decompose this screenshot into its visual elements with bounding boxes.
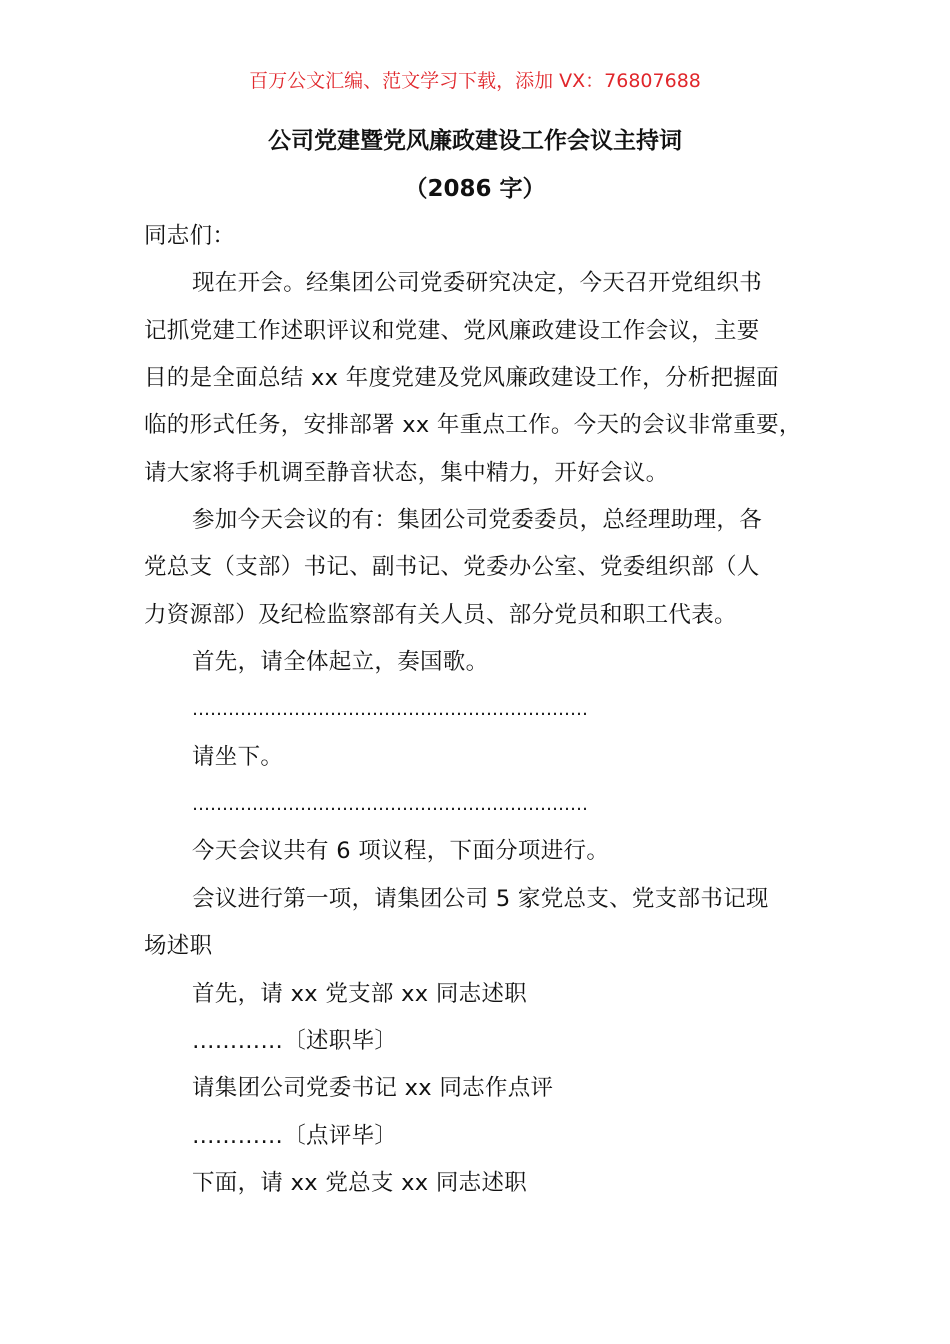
body-text-line: 目的是全面总结 xx 年度党建及党风廉政建设工作，分析把握面 — [144, 365, 779, 392]
body-text-line: 请大家将手机调至静音状态，集中精力，开好会议。 — [144, 459, 669, 486]
body-text-line: …………〔点评毕〕 — [192, 1122, 398, 1149]
body-text-line: 同志们： — [144, 223, 236, 249]
body-text-line: 下面，请 xx 党总支 xx 同志述职 — [192, 1169, 528, 1196]
dotted-separator: ………………………………………………………… — [192, 794, 588, 816]
body-text-line: 会议进行第一项，请集团公司 5 家党总支、党支部书记现 — [192, 885, 769, 912]
body-text-line: 力资源部）及纪检监察部有关人员、部分党员和职工代表。 — [144, 601, 737, 628]
body-text-line: 党总支（支部）书记、副书记、党委办公室、党委组织部（人 — [144, 554, 760, 581]
body-text-line: 请集团公司党委书记 xx 同志作点评 — [192, 1075, 554, 1102]
body-text-line: 现在开会。经集团公司党委研究决定，今天召开党组织书 — [192, 270, 763, 297]
body-text-line: 记抓党建工作述职评议和党建、党风廉政建设工作会议，主要 — [144, 317, 760, 344]
body-text-line: 临的形式任务，安排部署 xx 年重点工作。今天的会议非常重要， — [144, 412, 802, 439]
dotted-separator: ………………………………………………………… — [192, 699, 588, 721]
body-text-line: 首先，请全体起立，奏国歌。 — [192, 649, 489, 676]
body-text-line: 请坐下。 — [192, 743, 284, 770]
body-text-line: 今天会议共有 6 项议程，下面分项进行。 — [192, 838, 610, 865]
watermark-header: 百万公文汇编、范文学习下载，添加 VX：76807688 — [249, 70, 701, 92]
word-count: （2086 字） — [404, 176, 546, 202]
body-text-line: 首先，请 xx 党支部 xx 同志述职 — [192, 980, 528, 1007]
body-text-line: 参加今天会议的有：集团公司党委委员，总经理助理，各 — [192, 507, 763, 534]
document-title: 公司党建暨党风廉政建设工作会议主持词 — [268, 128, 682, 154]
document-body — [144, 213, 844, 1207]
body-text-line: …………〔述职毕〕 — [192, 1027, 398, 1054]
body-text-line: 场述职 — [144, 933, 213, 960]
